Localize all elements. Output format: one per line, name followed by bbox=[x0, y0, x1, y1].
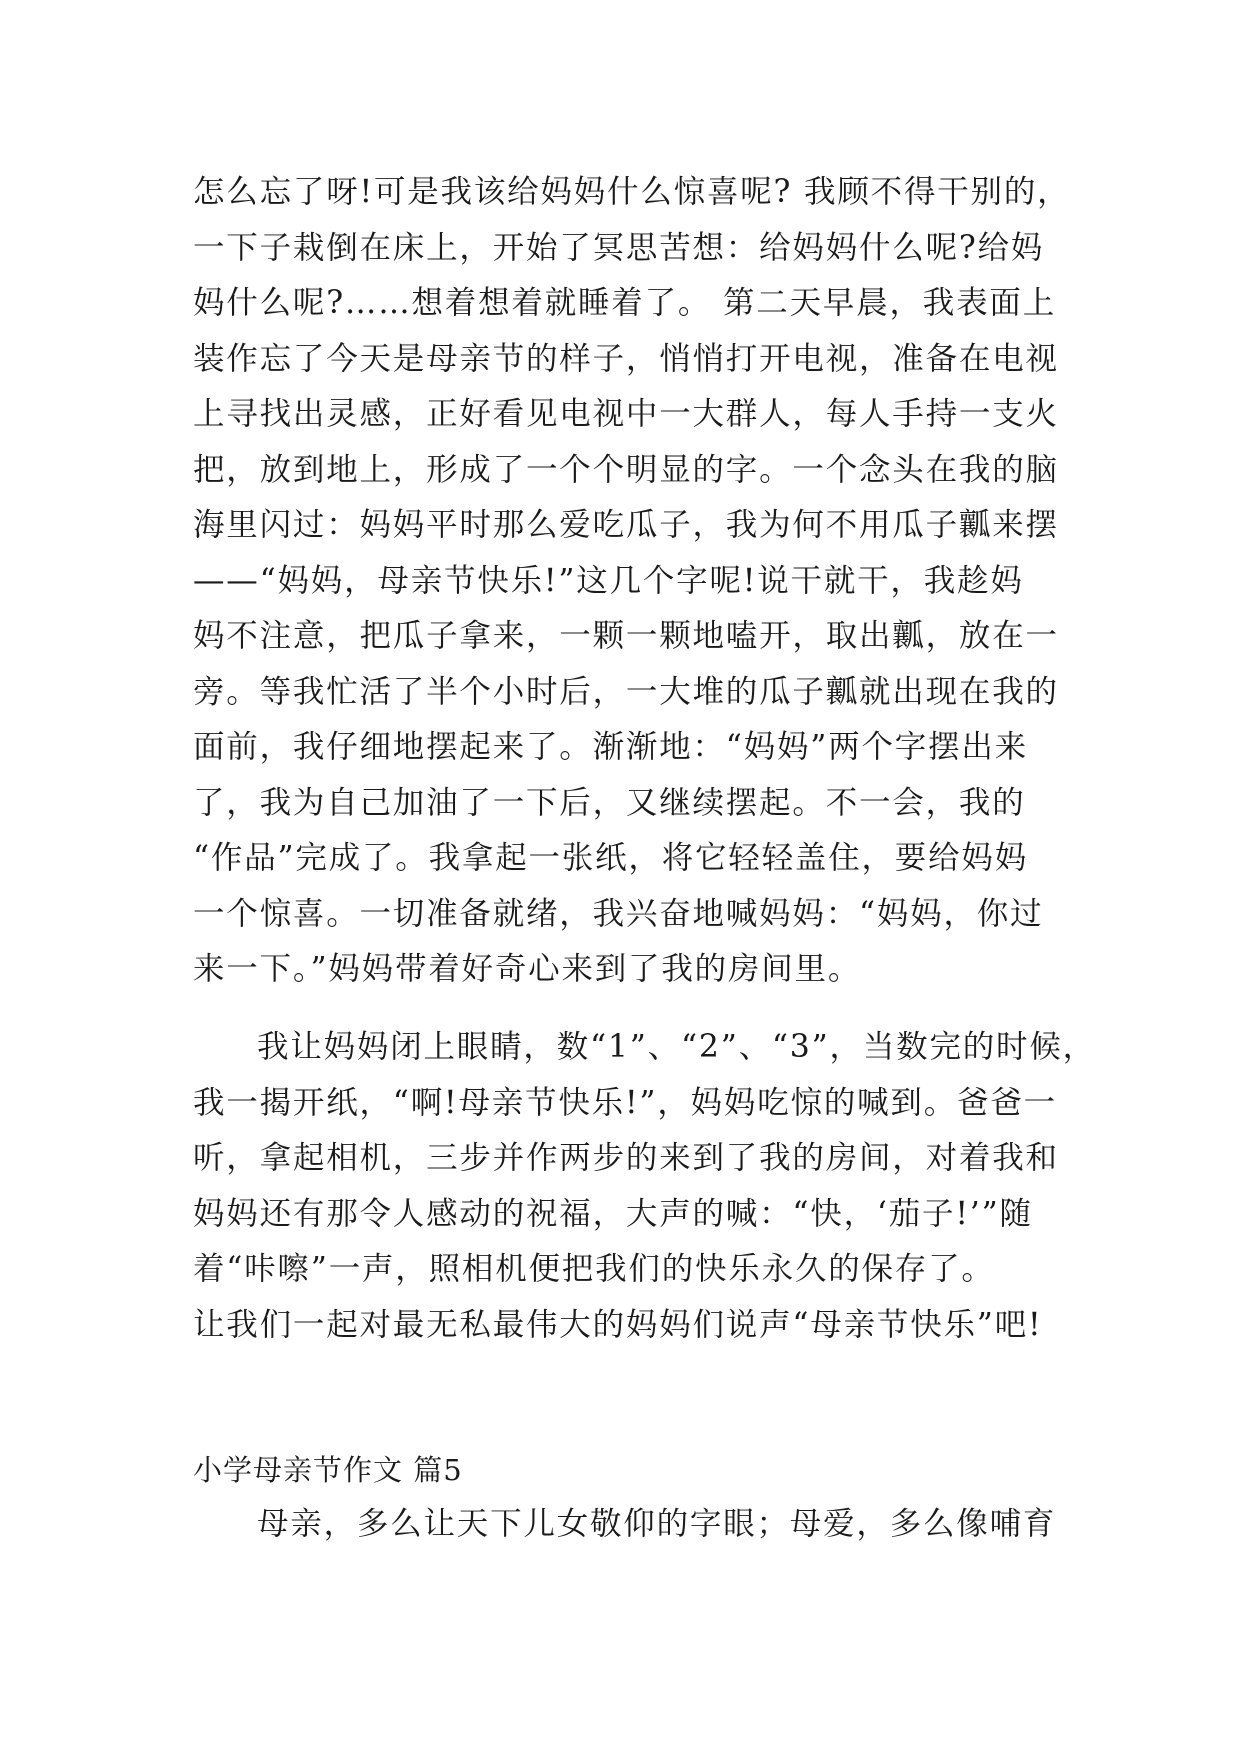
paragraph-2 bbox=[193, 1020, 1096, 1353]
text-line: 妈什么呢?……想着想着就睡着了。 第二天早晨，我表面上 bbox=[193, 285, 1057, 321]
text-line: 妈不注意，把瓜子拿来，一颗一颗地嗑开，取出瓤，放在一 bbox=[193, 618, 1059, 654]
text-line: 一下子栽倒在床上，开始了冥思苦想：给妈妈什么呢?给妈 bbox=[193, 229, 1045, 266]
text-line: 着“咔嚓”一声，照相机便把我们的快乐永久的保存了。 bbox=[193, 1251, 995, 1287]
paragraph-1 bbox=[193, 165, 1071, 998]
text-line: 怎么忘了呀!可是我该给妈妈什么惊喜呢? 我顾不得干别的， bbox=[193, 174, 1071, 210]
text-line: 面前，我仔细地摆起来了。渐渐地：“妈妈”两个字摆出来 bbox=[193, 729, 1029, 765]
text-line: 母亲，多么让天下儿女敬仰的字眼；母爱，多么像哺育 bbox=[257, 1506, 1057, 1542]
text-line: 把，放到地上，形成了一个个明显的字。一个念头在我的脑 bbox=[193, 451, 1059, 488]
text-line: 旁。等我忙活了半个小时后，一大堆的瓜子瓤就出现在我的 bbox=[193, 673, 1059, 710]
section-heading: 小学母亲节作文 篇5 bbox=[193, 1453, 463, 1487]
text-line: 我让妈妈闭上眼睛，数“1”、“2”、“3”，当数完的时候， bbox=[257, 1029, 1096, 1065]
text-line: 上寻找出灵感，正好看见电视中一大群人，每人手持一支火 bbox=[193, 396, 1059, 432]
text-line: 一个惊喜。一切准备就绪，我兴奋地喊妈妈：“妈妈，你过 bbox=[193, 895, 1044, 932]
text-line: 装作忘了今天是母亲节的样子，悄悄打开电视，准备在电视 bbox=[193, 340, 1059, 377]
text-line: “作品”完成了。我拿起一张纸，将它轻轻盖住，要给妈妈 bbox=[193, 840, 1029, 876]
text-line: 听，拿起相机，三步并作两步的来到了我的房间，对着我和 bbox=[193, 1140, 1059, 1176]
text-line: 了，我为自己加油了一下后，又继续摆起。不一会，我的 bbox=[193, 784, 1026, 821]
text-line: 我一揭开纸，“啊!母亲节快乐!”，妈妈吃惊的喊到。爸爸一 bbox=[193, 1084, 1057, 1121]
text-line: 来一下。”妈妈带着好奇心来到了我的房间里。 bbox=[193, 951, 862, 987]
text-line: 海里闪过：妈妈平时那么爱吃瓜子，我为何不用瓜子瓤来摆 bbox=[193, 507, 1059, 543]
text-line: 让我们一起对最无私最伟大的妈妈们说声“母亲节快乐”吧! bbox=[193, 1306, 1043, 1343]
text-line: ——“妈妈，母亲节快乐!”这几个字呢!说干就干，我趁妈 bbox=[193, 562, 1024, 599]
text-line: 妈妈还有那令人感动的祝福，大声的喊：“快，‘茄子!’”随 bbox=[193, 1195, 1033, 1232]
paragraph-3 bbox=[193, 1497, 1057, 1553]
